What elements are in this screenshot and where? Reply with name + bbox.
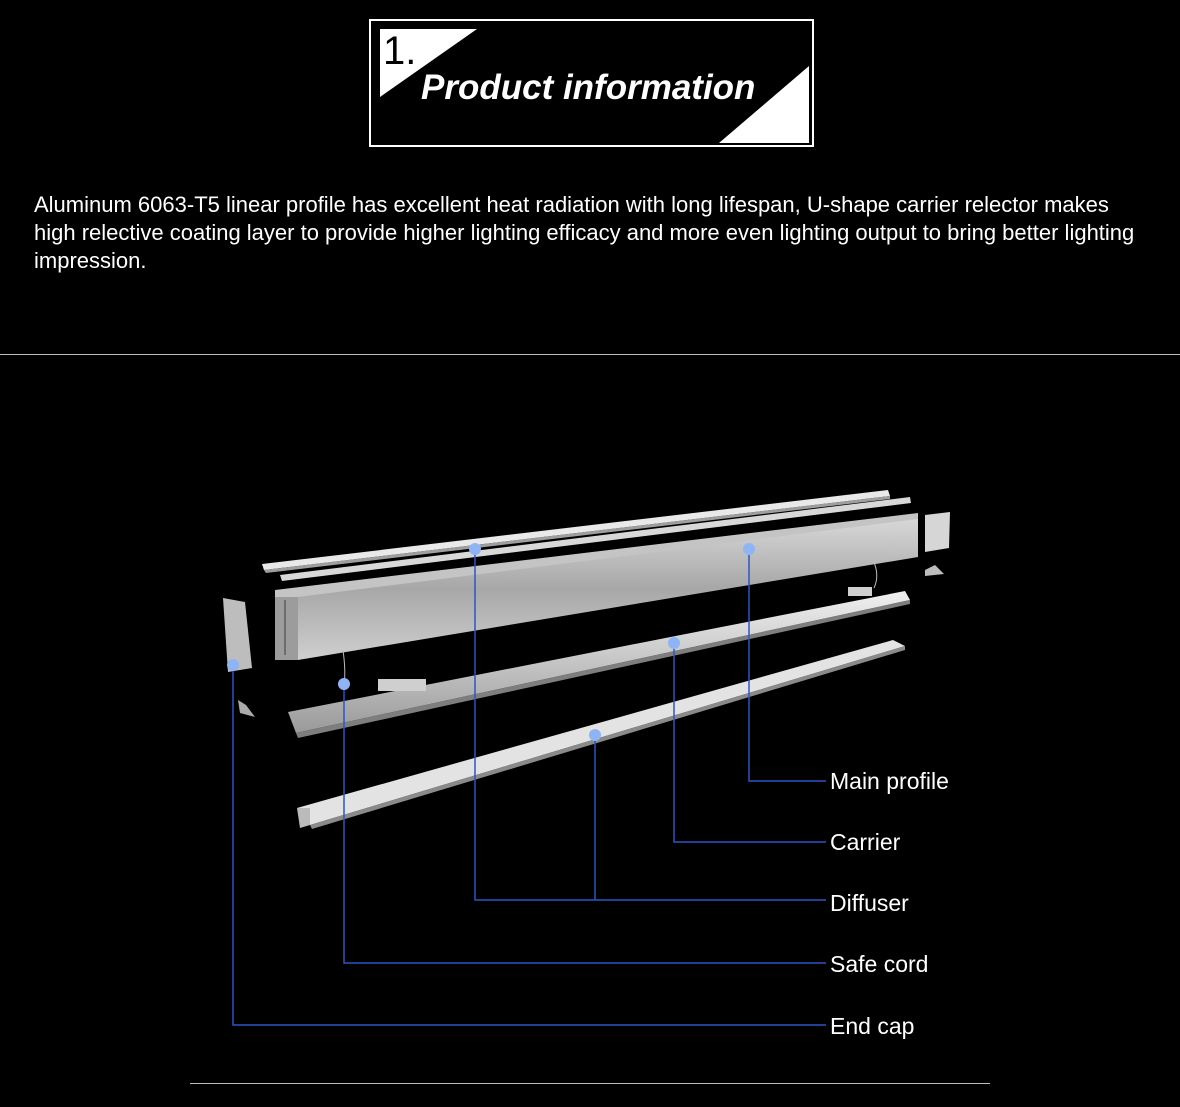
- product-description: Aluminum 6063-T5 linear profile has excellent heat radiation with long lifespan, U-shape carrier relector makes high relective coating layer to provide higher lighting efficacy and more even lighting output to bring better lighting impression.: [34, 192, 1135, 273]
- callout-label-end-cap: End cap: [830, 1013, 915, 1039]
- end-cap-right-part: [925, 512, 950, 576]
- callout-dot-diffuser-bottom: [589, 729, 601, 741]
- callout-dot-diffuser-top: [469, 543, 481, 555]
- callout-label-diffuser: Diffuser: [830, 890, 909, 916]
- callout-label-main-profile: Main profile: [830, 768, 949, 794]
- callout-dot-safe-cord: [338, 678, 350, 690]
- callout-label-safe-cord: Safe cord: [830, 951, 929, 977]
- section-title: Product information: [421, 68, 756, 107]
- callout-dot-main-profile: [743, 543, 755, 555]
- divider-bottom: [190, 1083, 990, 1084]
- callout-line-safe-cord: [344, 684, 826, 963]
- section-number: 1.: [383, 29, 417, 73]
- end-cap-left-part: [223, 598, 255, 717]
- callout-label-carrier: Carrier: [830, 829, 901, 855]
- callout-dot-carrier: [668, 637, 680, 649]
- callout-dot-end-cap: [227, 659, 239, 671]
- main-profile-part: [275, 513, 918, 660]
